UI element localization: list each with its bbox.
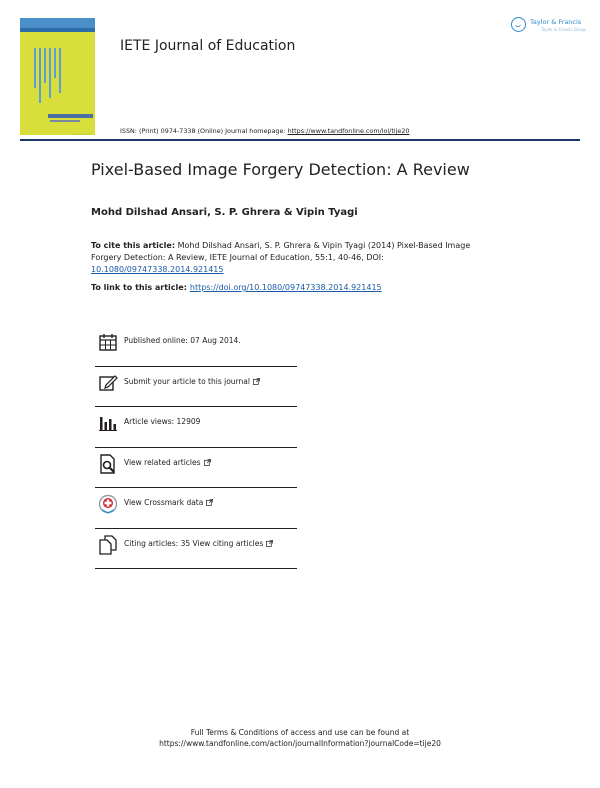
copy-documents-icon xyxy=(98,535,118,555)
publisher-sub: Taylor & Francis Group xyxy=(541,27,586,32)
publisher-name: Taylor & Francis xyxy=(530,18,582,26)
article-info-list xyxy=(95,326,297,569)
cite-text: Mohd Dilshad Ansari, S. P. Ghrera & Vipin Tyagi (2014) Pixel-Based Image Forgery Detection: A Review, IETE Journal of Education, 55:1, 40-46, DOI: xyxy=(91,241,471,262)
citing-articles-item[interactable] xyxy=(95,529,297,570)
publisher-logo xyxy=(511,17,586,37)
article-doi-link[interactable]: https://doi.org/10.1080/09747338.2014.921415 xyxy=(189,283,382,292)
article-link-line xyxy=(91,283,382,292)
footer-terms xyxy=(0,727,600,749)
crossmark-item[interactable] xyxy=(95,488,297,529)
cite-doi-link[interactable]: 10.1080/09747338.2014.921415 xyxy=(91,265,224,274)
footer-terms-text: Full Terms & Conditions of access and use can be found at xyxy=(190,728,410,737)
article-views: Article views: 12909 xyxy=(124,417,201,426)
article-authors: Mohd Dilshad Ansari, S. P. Ghrera & Vipin Tyagi xyxy=(91,207,358,218)
journal-name: IETE Journal of Education xyxy=(120,38,296,54)
search-document-icon xyxy=(98,454,118,474)
external-link-icon xyxy=(253,378,260,385)
published-date: Published online: 07 Aug 2014. xyxy=(124,336,241,345)
submit-article-link[interactable]: Submit your article to this journal xyxy=(124,377,260,386)
link-label: To link to this article: xyxy=(91,283,187,292)
issn-line xyxy=(120,127,409,135)
crossmark-icon xyxy=(98,494,118,514)
edit-icon xyxy=(98,373,118,393)
issn-text: ISSN: (Print) 0974-7338 (Online) Journal homepage: xyxy=(120,127,288,135)
bar-chart-icon xyxy=(98,413,118,433)
citation-block xyxy=(91,240,491,276)
article-title: Pixel-Based Image Forgery Detection: A Review xyxy=(91,160,470,179)
header-divider xyxy=(20,139,580,141)
journal-cover-image xyxy=(20,18,95,135)
related-articles-link[interactable]: View related articles xyxy=(124,458,211,467)
calendar-icon xyxy=(98,332,118,352)
crossmark-link[interactable]: View Crossmark data xyxy=(124,498,213,507)
external-link-icon xyxy=(204,459,211,466)
publisher-logo-icon xyxy=(511,17,526,32)
article-views-item xyxy=(95,407,297,448)
published-item xyxy=(95,326,297,367)
cite-label: To cite this article: xyxy=(91,241,176,250)
submit-article-item[interactable] xyxy=(95,367,297,408)
footer-terms-link[interactable]: https://www.tandfonline.com/action/journalInformation?journalCode=tije20 xyxy=(159,739,441,748)
citing-articles-link[interactable]: Citing articles: 35 View citing articles xyxy=(124,539,273,548)
journal-homepage-link[interactable]: https://www.tandfonline.com/loi/tije20 xyxy=(287,127,410,135)
related-articles-item[interactable] xyxy=(95,448,297,489)
external-link-icon xyxy=(206,499,213,506)
external-link-icon xyxy=(266,540,273,547)
